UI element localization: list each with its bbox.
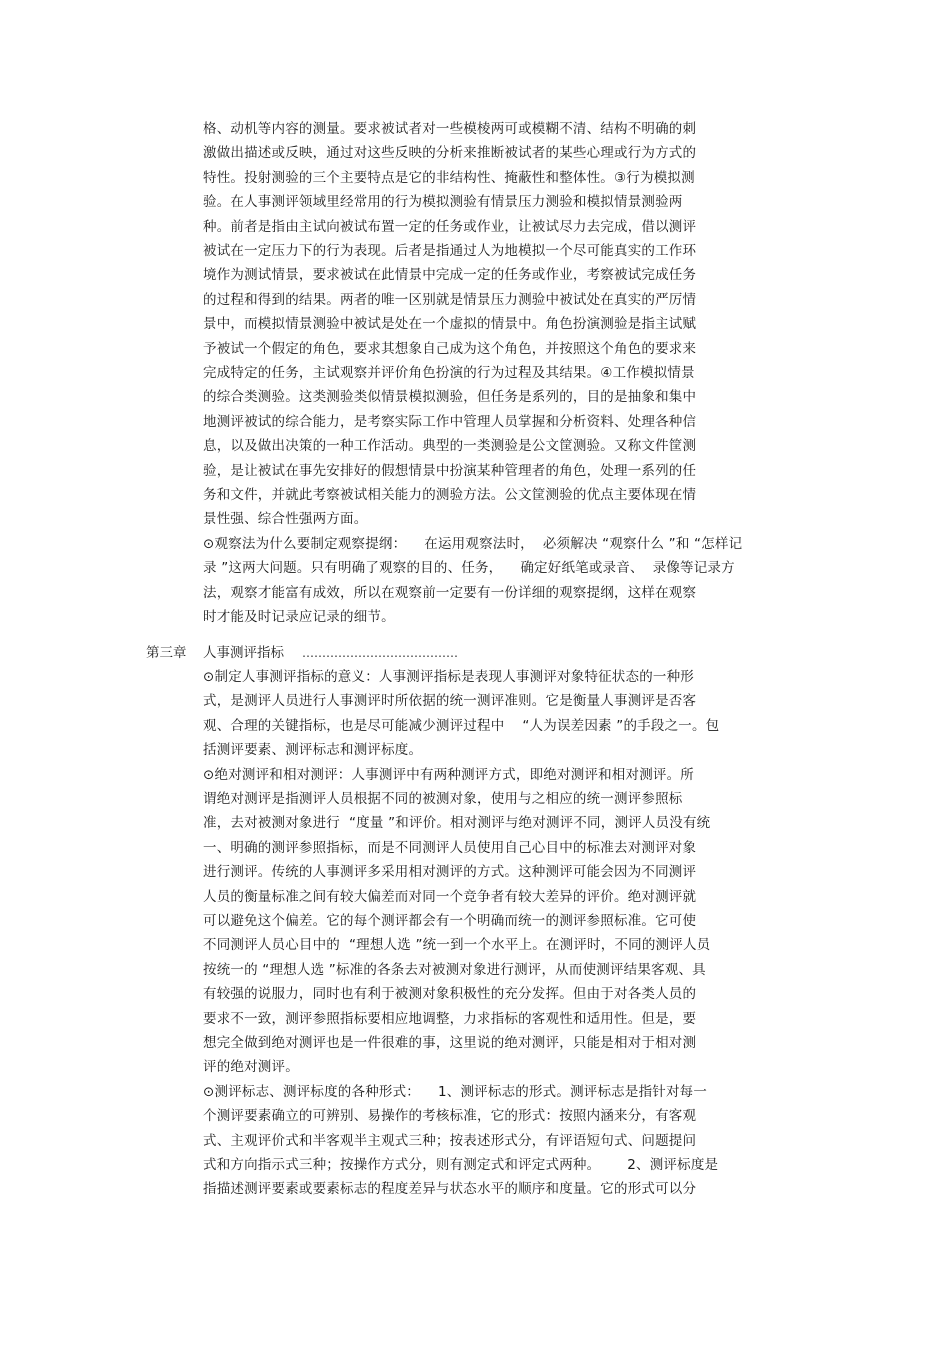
- text-line: 式、主观评价式和半客观半主观式三种；按表述形式分，有评语短句式、问题提问: [203, 1132, 697, 1149]
- text-line: 按统一的 “理想人选 ”标准的各条去对被测对象进行测评，从而使测评结果客观、具: [203, 961, 706, 978]
- text-line: 进行测评。传统的人事测评多采用相对测评的方式。这种测评可能会因为不同测评: [203, 864, 697, 881]
- text-line: 录 ”这两大问题。只有明确了观察的目的、任务， 确定好纸笔或录音、 录像等记录方: [203, 560, 735, 577]
- text-line: 不同测评人员心目中的 “理想人选 ”统一到一个水平上。在测评时，不同的测评人员: [203, 937, 711, 954]
- text-line: 式，是测评人员进行人事测评时所依据的统一测评准则。它是衡量人事测评是否客: [203, 693, 697, 710]
- text-line: 人员的衡量标准之间有较大偏差而对同一个竞争者有较大差异的评价。绝对测评就: [203, 888, 697, 905]
- text-line: 格、动机等内容的测量。要求被试者对一些模棱两可或模糊不清、结构不明确的刺: [203, 121, 697, 137]
- text-line: 一、明确的测评参照指标，而是不同测评人员使用自己心目中的标准去对测评对象: [203, 839, 697, 856]
- text-line: 的综合类测验。这类测验类似情景模拟测验，但任务是系列的，目的是抽象和集中: [203, 389, 697, 406]
- text-line: 景性强、综合性强两方面。: [203, 511, 368, 528]
- text-line: 息，以及做出决策的一种工作活动。典型的一类测验是公文筐测验。又称文件筐测: [203, 438, 697, 455]
- text-line: 评的绝对测评。: [203, 1059, 299, 1076]
- text-line: ⊙绝对测评和相对测评：人事测评中有两种测评方式，即绝对测评和相对测评。所: [203, 766, 695, 783]
- text-line: 务和文件，并就此考察被试相关能力的测验方法。公文筐测验的优点主要体现在情: [203, 487, 697, 503]
- text-line: 括测评要素、测评标志和测评标度。: [203, 742, 423, 759]
- text-line: 有较强的说服力，同时也有利于被测对象积极性的充分发挥。但由于对各类人员的: [203, 986, 697, 1003]
- text-line: 谓绝对测评是指测评人员根据不同的被测对象，使用与之相应的统一测评参照标: [203, 791, 683, 807]
- text-line: 境作为测试情景，要求被试在此情景中完成一定的任务或作业，考察被试完成任务: [203, 267, 697, 284]
- text-line: 被试在一定压力下的行为表现。后者是指通过人为地模拟一个尽可能真实的工作环: [203, 243, 697, 259]
- text-line: 时才能及时记录应记录的细节。: [203, 609, 395, 625]
- text-line: ⊙制定人事测评指标的意义：人事测评指标是表现人事测评对象特征状态的一种形: [203, 669, 695, 685]
- text-line: 的过程和得到的结果。两者的唯一区别就是情景压力测验中被试处在真实的严厉情: [203, 291, 697, 308]
- text-line: 观、合理的关键指标，也是尽可能减少测评过程中 “人为误差因素 ”的手段之一。包: [203, 717, 720, 734]
- chapter-title: 人事测评指标: [203, 645, 284, 661]
- text-line: 完成特定的任务，主试观察并评价角色扮演的行为过程及其结果。④工作模拟情景: [203, 365, 695, 381]
- text-line: 个测评要素确立的可辨别、易操作的考核标准，它的形式：按照内涵来分，有客观: [203, 1108, 697, 1125]
- text-line: 法，观察才能富有成效，所以在观察前一定要有一份详细的观察提纲，这样在观察: [203, 584, 697, 601]
- text-line: 予被试一个假定的角色，要求其想象自己成为这个角色，并按照这个角色的要求来: [203, 340, 697, 357]
- text-line: ⊙测评标志、测评标度的各种形式： 1、测评标志的形式。测评标志是指针对每一: [203, 1083, 708, 1100]
- text-line: 特性。投射测验的三个主要特点是它的非结构性、掩蔽性和整体性。③行为模拟测: [203, 169, 695, 186]
- chapter-label: 第三章: [146, 645, 187, 661]
- text-line: 景中，而模拟情景测验中被试是处在一个虚拟的情景中。角色扮演测验是指主试赋: [203, 316, 697, 333]
- text-line: 验。在人事测评领域里经常用的行为模拟测验有情景压力测验和模拟情景测验两: [203, 194, 683, 211]
- text-line: 可以避免这个偏差。它的每个测评都会有一个明确而统一的测评参照标准。它可使: [203, 913, 697, 929]
- text-line: 想完全做到绝对测评也是一件很难的事，这里说的绝对测评，只能是相对于相对测: [203, 1035, 697, 1051]
- text-line: 式和方向指示式三种；按操作方式分，则有测定式和评定式两种。 2、测评标度是: [203, 1157, 719, 1173]
- text-line: 准，去对被测对象进行 “度量 ”和评价。相对测评与绝对测评不同，测评人员没有统: [203, 815, 711, 832]
- text-line: 指描述测评要素或要素标志的程度差异与状态水平的顺序和度量。它的形式可以分: [203, 1181, 697, 1198]
- text-line: 验，是让被试在事先安排好的假想情景中扮演某种管理者的角色，处理一系列的任: [203, 462, 697, 479]
- text-line: 要求不一致，测评参照指标要相应地调整，力求指标的客观性和适用性。但是，要: [203, 1010, 697, 1027]
- text-line: ⊙观察法为什么要制定观察提纲： 在运用观察法时， 必须解决 “观察什么 ”和 “怎样记: [203, 535, 743, 552]
- text-line: 种。前者是指由主试向被试布置一定的任务或作业，让被试尽力去完成，借以测评: [203, 218, 697, 235]
- text-line: 地测评被试的综合能力，是考察实际工作中管理人员掌握和分析资料、处理各种信: [203, 413, 697, 430]
- chapter-leader-dots: …………………………………: [302, 646, 458, 660]
- text-line: 激做出描述或反映，通过对这些反映的分析来推断被试者的某些心理或行为方式的: [203, 145, 697, 162]
